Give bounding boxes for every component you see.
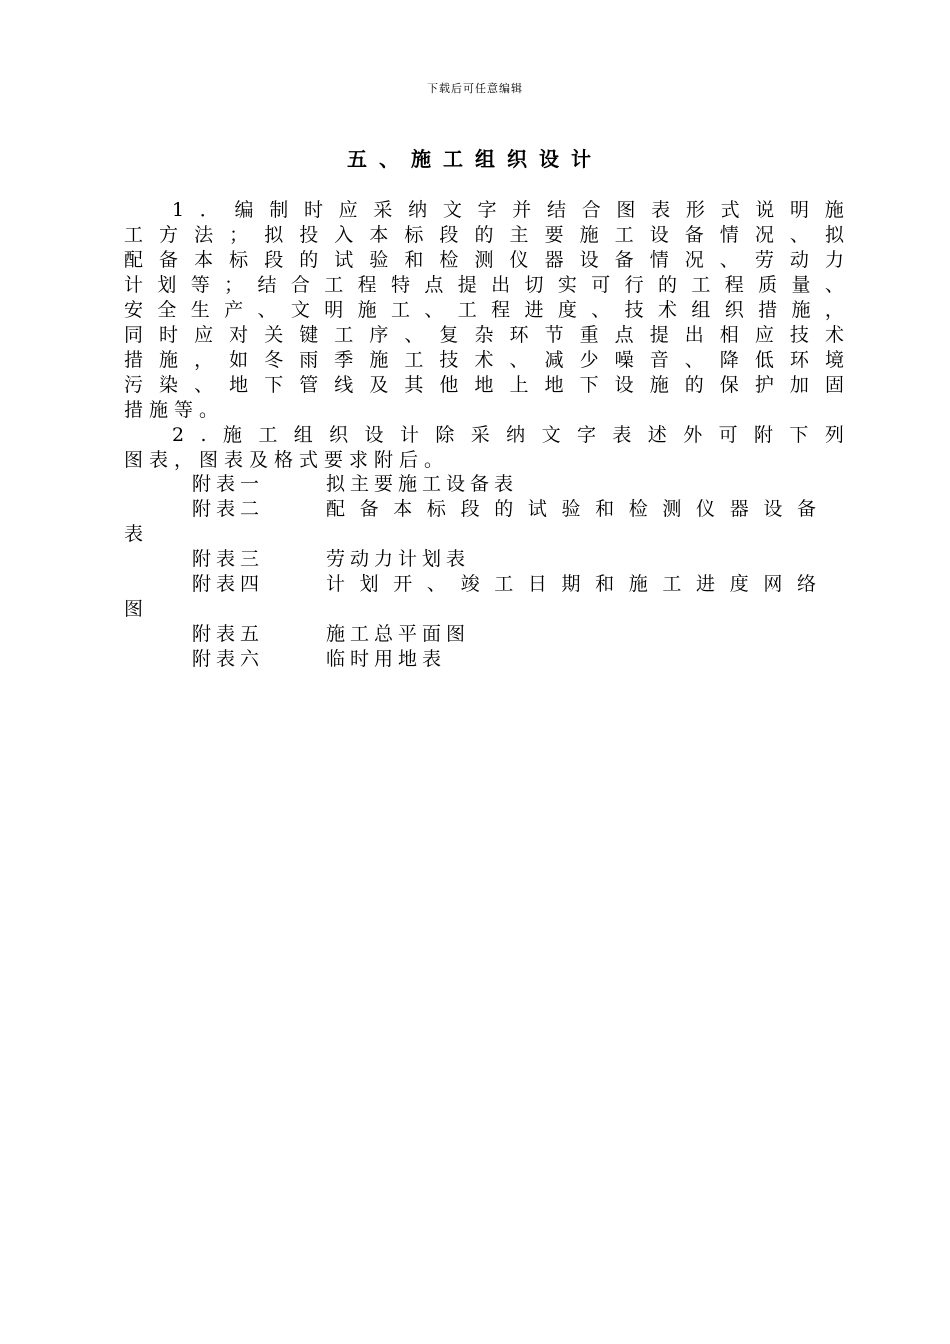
appendix-name: 计 划 开 、 竣 工 日 期 和 施 工 进 度 网 络 <box>326 573 816 595</box>
para2-line: 2 . 施 工 组 织 设 计 除 采 纳 文 字 表 述 外 可 附 下 列 <box>172 424 844 446</box>
appendix-name: 劳动力计划表 <box>326 548 471 570</box>
appendix-name: 拟主要施工设备表 <box>326 473 519 495</box>
para1-line: 措 施 ， 如 冬 雨 季 施 工 技 术 、 减 少 噪 音 、 降 低 环 境 <box>124 349 844 371</box>
appendix-code: 附表一 <box>192 473 265 495</box>
appendix-item <box>192 622 470 647</box>
appendix-code: 附表六 <box>192 648 265 670</box>
para1-line: 1 ． 编 制 时 应 采 纳 文 字 并 结 合 图 表 形 式 说 明 施 <box>172 199 844 221</box>
appendix-item <box>192 497 816 522</box>
para1-line: 措施等。 <box>124 399 225 421</box>
appendix-code: 附表四 <box>192 573 265 595</box>
para1-line: 计 划 等 ； 结 合 工 程 特 点 提 出 切 实 可 行 的 工 程 质 量 、 <box>124 274 844 296</box>
para2-line: 图表，图表及格式要求附后。 <box>124 449 450 471</box>
appendix-item <box>192 572 816 597</box>
appendix-wrap: 图 <box>124 598 150 620</box>
appendix-code: 附表五 <box>192 623 265 645</box>
para1-line: 污 染 、 地 下 管 线 及 其 他 地 上 地 下 设 施 的 保 护 加 固 <box>124 374 844 396</box>
appendix-item <box>192 647 446 672</box>
para1-line: 工 方 法 ； 拟 投 入 本 标 段 的 主 要 施 工 设 备 情 况 、 拟 <box>124 224 844 246</box>
appendix-item <box>192 547 470 572</box>
appendix-name: 施工总平面图 <box>326 623 471 645</box>
para1-line: 安 全 生 产 、 文 明 施 工 、 工 程 进 度 、 技 术 组 织 措 施 ， <box>124 299 844 321</box>
appendix-name: 配 备 本 标 段 的 试 验 和 检 测 仪 器 设 备 <box>326 498 816 520</box>
para1-line: 同 时 应 对 关 键 工 序 、 复 杂 环 节 重 点 提 出 相 应 技 术 <box>124 324 844 346</box>
appendix-code: 附表三 <box>192 548 265 570</box>
appendix-wrap: 表 <box>124 523 150 545</box>
appendix-code: 附表二 <box>192 498 265 520</box>
para1-line: 配 备 本 标 段 的 试 验 和 检 测 仪 器 设 备 情 况 、 劳 动 力 <box>124 249 844 271</box>
appendix-name: 临时用地表 <box>326 648 447 670</box>
page-header-note: 下载后可任意编辑 <box>427 82 523 95</box>
appendix-item <box>192 472 518 497</box>
section-title: 五、施工组织设计 <box>347 147 603 171</box>
